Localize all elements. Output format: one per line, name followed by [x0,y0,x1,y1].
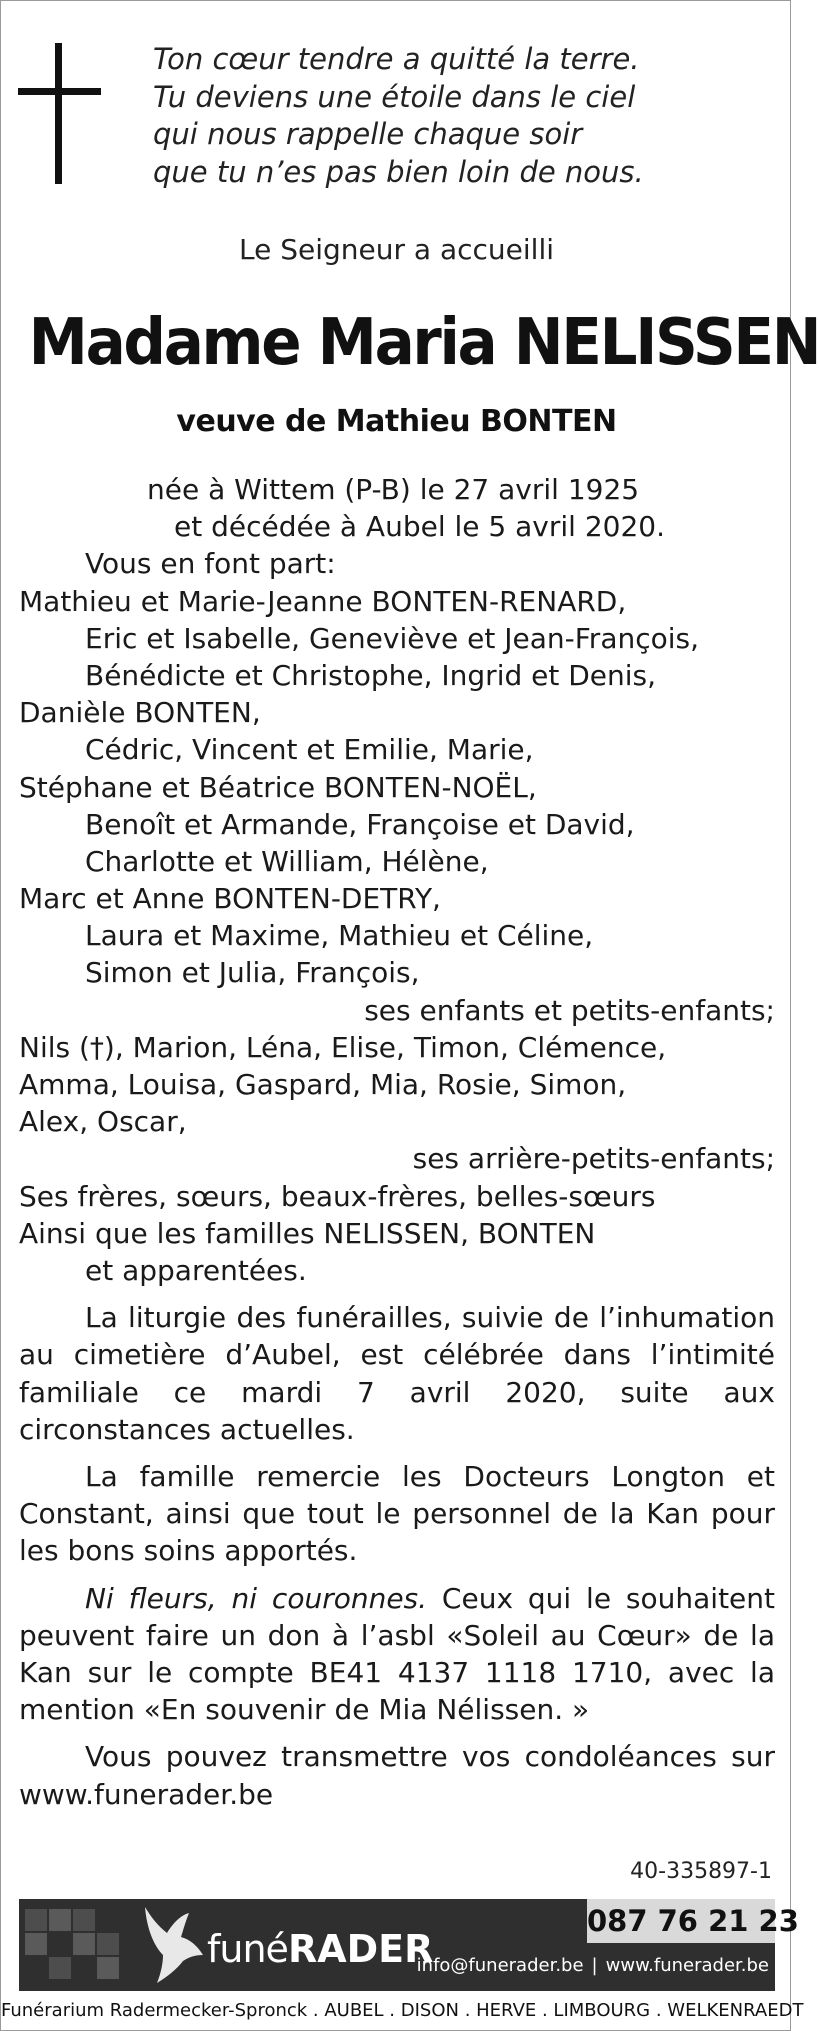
flowers-paragraph [19,1580,775,1729]
intro-text: Le Seigneur a accueilli [238,233,554,266]
family-line: Laura et Maxime, Mathieu et Céline, [85,919,594,953]
poem [153,41,773,191]
family-line: Eric et Isabelle, Geneviève et Jean-François, [85,621,700,655]
widow-line: veuve de Mathieu BONTEN [176,404,617,439]
poem-line: que tu n’es pas bien loin de nous. [153,154,644,189]
flowers-italic: Ni fleurs, ni couronnes. [85,1581,428,1615]
family-line: Marc et Anne BONTEN-DETRY, [19,882,441,916]
family-line: Alex, Oscar, [19,1105,187,1139]
notice-body [19,471,775,1813]
family-line: Simon et Julia, François, [85,956,420,990]
brand-thin: funé [207,1927,288,1971]
poem-line: qui nous rappelle chaque soir [153,117,583,151]
family-line: Stéphane et Béatrice BONTEN-NOËL, [19,770,537,804]
poem-line: Tu deviens une étoile dans le ciel [153,79,636,114]
cross-horizontal-bar [18,88,101,95]
thanks-paragraph: La famille remercie les Docteurs Longton et Constant, ainsi que tout le personnel de la Kan pour les bons soins apportés. [19,1459,775,1568]
family-line: Mathieu et Marie-Jeanne BONTEN-RENARD, [19,584,627,618]
paragraphs [19,1299,775,1813]
family-list [19,583,775,1290]
family-line: Benoît et Armande, Françoise et David, [85,807,635,841]
family-line: ses arrière-petits-enfants; [412,1142,775,1176]
brand-bold: RADER [287,1927,434,1971]
contact-line [417,1955,769,1976]
poem-line: Ton cœur tendre a quitté la terre. [153,42,640,76]
dove-icon [137,1905,211,1987]
family-line: et apparentées. [85,1253,307,1287]
cross-vertical-bar [55,43,62,184]
family-line: Amma, Louisa, Gaspard, Mia, Rosie, Simon, [19,1068,627,1101]
reference-number: 40-335897-1 [630,1859,772,1884]
death-line: et décédée à Aubel le 5 avril 2020. [174,510,665,544]
announce-line: Vous en font part: [85,547,336,581]
family-line: Ses frères, sœurs, beaux-frères, belles-sœurs [19,1179,656,1213]
funeral-home-banner [19,1899,799,1991]
family-line: Cédric, Vincent et Emilie, Marie, [85,733,534,767]
family-line: Nils (†), Marion, Léna, Elise, Timon, Clémence, [19,1030,667,1064]
brand-logo [207,1927,433,1971]
locations-line: Funérarium Radermecker-Spronck . AUBEL . DISON . HERVE . LIMBOURG . WELKENRAEDT [1,2000,804,2021]
contact-separator: | [591,1955,598,1976]
family-line: ses enfants et petits-enfants; [364,993,775,1027]
family-line: Bénédicte et Christophe, Ingrid et Denis, [85,658,657,692]
liturgy-paragraph: La liturgie des funérailles, suivie de l’inhumation au cimetière d’Aubel, est célébrée dans l’intimité familiale ce mardi 7 avril 2020, suite aux circonstances actuelles. [19,1301,775,1446]
family-line: Charlotte et William, Hélène, [85,844,489,878]
family-line: Danièle BONTEN, [19,696,261,730]
deceased-name: Madame Maria NELISSEN [28,306,819,380]
family-line: Ainsi que les familles NELISSEN, BONTEN [19,1216,596,1250]
website-link[interactable]: www.funerader.be [605,1955,769,1976]
email-link[interactable]: info@funerader.be [416,1955,584,1976]
flowers-rest: Ceux qui le souhaitent peuvent faire un don à l’asbl «Soleil au Cœur» de la Kan sur le compte BE41 4137 1118 1710, avec la mention «En souvenir de Mia Nélissen. » [19,1581,775,1727]
birth-line: née à Wittem (P-B) le 27 avril 1925 [147,473,640,506]
phone-number[interactable]: 087 76 21 23 [587,1899,775,1943]
condolences-paragraph: Vous pouvez transmettre vos condoléances sur www.funerader.be [19,1740,775,1811]
